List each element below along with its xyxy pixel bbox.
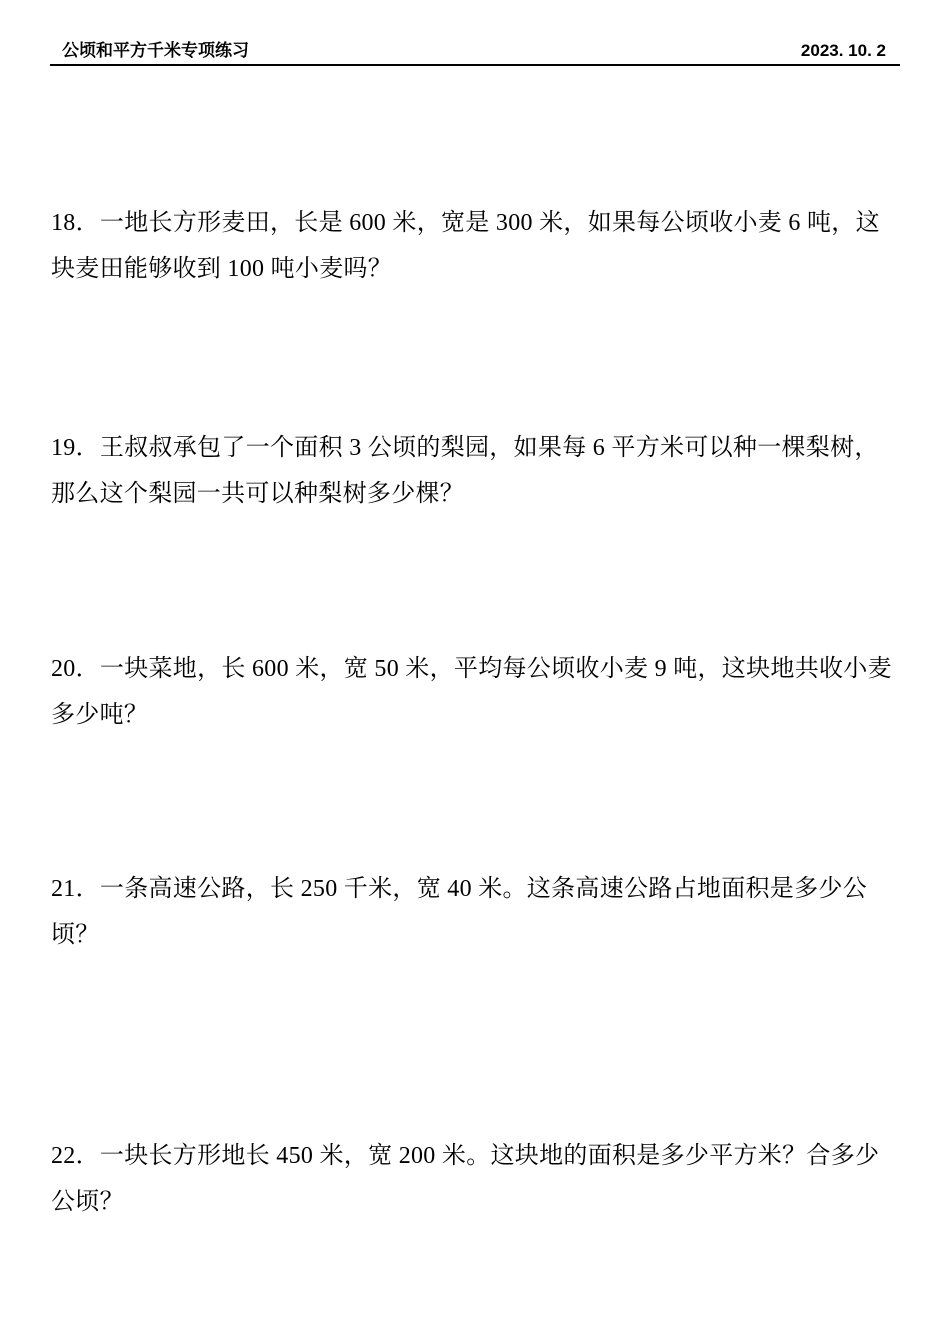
question-21	[51, 866, 901, 958]
question-18	[51, 200, 901, 292]
page-header	[50, 38, 900, 66]
question-22	[51, 1133, 901, 1225]
question-19	[51, 425, 901, 517]
question-text: 一块长方形地长 450 米，宽 200 米。这块地的面积是多少平方米？合多少公顷？	[51, 1143, 880, 1215]
question-20	[51, 646, 901, 738]
question-number: 19．	[51, 435, 100, 461]
worksheet-date: 2023. 10. 2	[800, 41, 886, 60]
question-number: 22．	[51, 1143, 100, 1169]
question-text: 王叔叔承包了一个面积 3 公顷的梨园，如果每 6 平方米可以种一棵梨树，那么这个梨园一共可以种梨树多少棵？	[51, 435, 879, 507]
question-number: 21．	[51, 876, 100, 902]
question-text: 一地长方形麦田，长是 600 米，宽是 300 米，如果每公顷收小麦 6 吨，这块麦田能够收到 100 吨小麦吗？	[51, 210, 880, 282]
question-number: 18．	[51, 210, 100, 236]
question-number: 20．	[51, 656, 100, 682]
question-text: 一条高速公路，长 250 千米，宽 40 米。这条高速公路占地面积是多少公顷？	[51, 876, 868, 948]
question-text: 一块菜地，长 600 米，宽 50 米，平均每公顷收小麦 9 吨，这块地共收小麦多少吨？	[51, 656, 892, 728]
worksheet-title: 公顷和平方千米专项练习	[62, 41, 249, 61]
